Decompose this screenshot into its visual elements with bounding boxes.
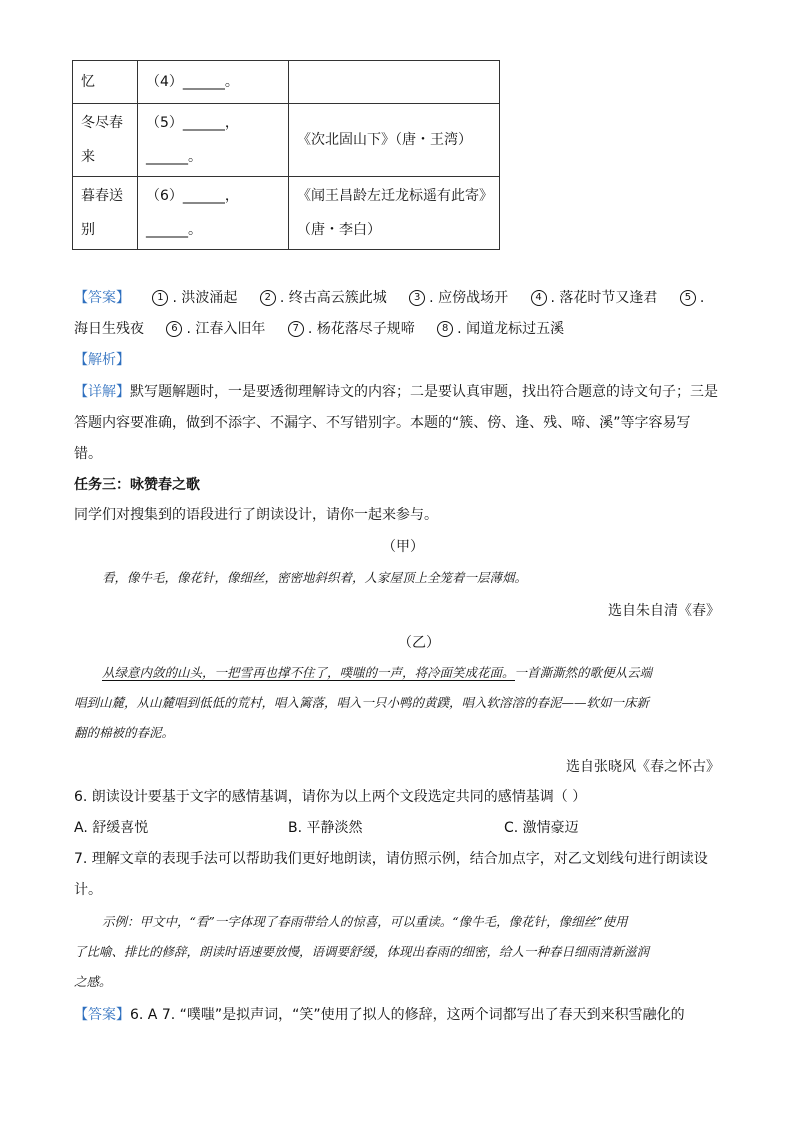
answer-line-1 [74, 287, 704, 309]
answer-item: . 落花时节又逢君 [550, 290, 658, 306]
analysis-text: 默写题解题时，一是要透彻理解诗文的内容；二是要认真审题，找出符合题意的诗文句子；三是 [130, 384, 718, 400]
number-circle-icon: 1 [152, 290, 168, 306]
analysis-tag: 【解析】 [74, 352, 130, 368]
option-c[interactable]: C. 激情豪迈 [504, 820, 579, 836]
example-text: 了比喻、排比的修辞，朗读时语速要放慢，语调要舒缓，体现出春雨的细密，给人一种春日细雨清新滋润 [74, 944, 650, 959]
number-circle-icon: 8 [437, 321, 453, 337]
passage-text: 翻的棉被的春泥。 [74, 725, 175, 740]
blank-text: （4）______。 [146, 74, 239, 90]
number-circle-icon: 5 [680, 290, 696, 306]
table-row [73, 177, 500, 250]
passage-label: （甲） [382, 539, 424, 555]
passage-text-rest: 一首澌澌然的歌便从云端 [514, 665, 653, 680]
blank-text: （6）______， [146, 188, 239, 204]
underlined-sentence: 从绿意内敛的山头，一把雪再也撑不住了，噗嗤的一声，将冷面笑成花面。 [102, 665, 515, 680]
answer-item: . 闻道龙标过五溪 [457, 321, 565, 337]
passage-source: 选自张晓风《春之怀古》 [566, 759, 720, 775]
answer-item: . 洪波涌起 [172, 290, 238, 306]
blank-cell [138, 177, 289, 250]
analysis-line [74, 381, 718, 403]
blank-text: ______。 [146, 222, 202, 238]
table-row [73, 61, 500, 104]
passage-text [102, 662, 652, 684]
passage-label: （乙） [398, 635, 440, 651]
number-circle-icon: 6 [166, 321, 182, 337]
answer-line-2 [74, 318, 564, 340]
blank-cell [138, 61, 289, 104]
example-text: 示例：甲文中，“看”一字体现了春雨带给人的惊喜，可以重读。“像牛毛，像花针，像细丝”使用 [102, 914, 628, 929]
answer-text: 6. A 7. “噗嗤”是拟声词，“笑”使用了拟人的修辞，这两个词都写出了春天到来积雪融化的 [130, 1007, 685, 1023]
source-text: （唐・李白） [297, 222, 381, 238]
analysis-line: 错。 [74, 446, 102, 462]
section-title: 任务三：咏赞春之歌 [74, 477, 200, 493]
topic-cell: 冬尽春来 [73, 104, 138, 177]
passage-text: 唱到山麓，从山麓唱到低低的荒村，唱入篱落，唱入一只小鸭的黄蹼，唱入软溶溶的春泥——软如一床新 [74, 695, 650, 710]
blank-text: ______。 [146, 149, 202, 165]
blank-text: （5）______， [146, 115, 239, 131]
passage-text: 看，像牛毛，像花针，像细丝，密密地斜织着，人家屋顶上全笼着一层薄烟。 [102, 570, 528, 585]
answer-item: . 终古高云簇此城 [279, 290, 387, 306]
intro-text: 同学们对搜集到的语段进行了朗读设计，请你一起来参与。 [74, 507, 438, 523]
source-cell: 《次北固山下》（唐・王湾） [289, 104, 500, 177]
answer-line [74, 1004, 685, 1026]
question-7-stem: 计。 [74, 882, 102, 898]
source-text: 《闻王昌龄左迁龙标遥有此寄》 [297, 188, 493, 204]
answer-item: 海日生残夜 [74, 321, 144, 337]
answer-tag: 【答案】 [74, 290, 130, 306]
passage-source: 选自朱自清《春》 [608, 603, 720, 619]
topic-cell: 忆 [73, 61, 138, 104]
topic-cell: 暮春送别 [73, 177, 138, 250]
analysis-line: 答题内容要准确，做到不添字、不漏字、不写错别字。本题的“簇、傍、逢、残、啼、溪”等字容易写 [74, 415, 691, 431]
number-circle-icon: 7 [288, 321, 304, 337]
answer-item: . 应傍战场开 [429, 290, 509, 306]
detail-tag: 【详解】 [74, 384, 130, 400]
option-a[interactable]: A. 舒缓喜悦 [74, 820, 149, 836]
question-6-stem: 6. 朗读设计要基于文字的感情基调，请你为以上两个文段选定共同的感情基调（ ） [74, 789, 587, 805]
number-circle-icon: 3 [409, 290, 425, 306]
number-circle-icon: 4 [531, 290, 547, 306]
source-cell [289, 177, 500, 250]
answer-item: . [699, 290, 705, 306]
answer-item: . 江春入旧年 [186, 321, 266, 337]
number-circle-icon: 2 [260, 290, 276, 306]
source-cell [289, 61, 500, 104]
example-text: 之感。 [74, 974, 112, 989]
option-b[interactable]: B. 平静淡然 [288, 820, 363, 836]
answer-item: . 杨花落尽子规啼 [307, 321, 415, 337]
blank-cell [138, 104, 289, 177]
answer-tag: 【答案】 [74, 1007, 130, 1023]
table-row [73, 104, 500, 177]
poem-table [72, 60, 500, 250]
question-7-stem: 7. 理解文章的表现手法可以帮助我们更好地朗读，请仿照示例，结合加点字，对乙文划线句进行朗读设 [74, 851, 708, 867]
